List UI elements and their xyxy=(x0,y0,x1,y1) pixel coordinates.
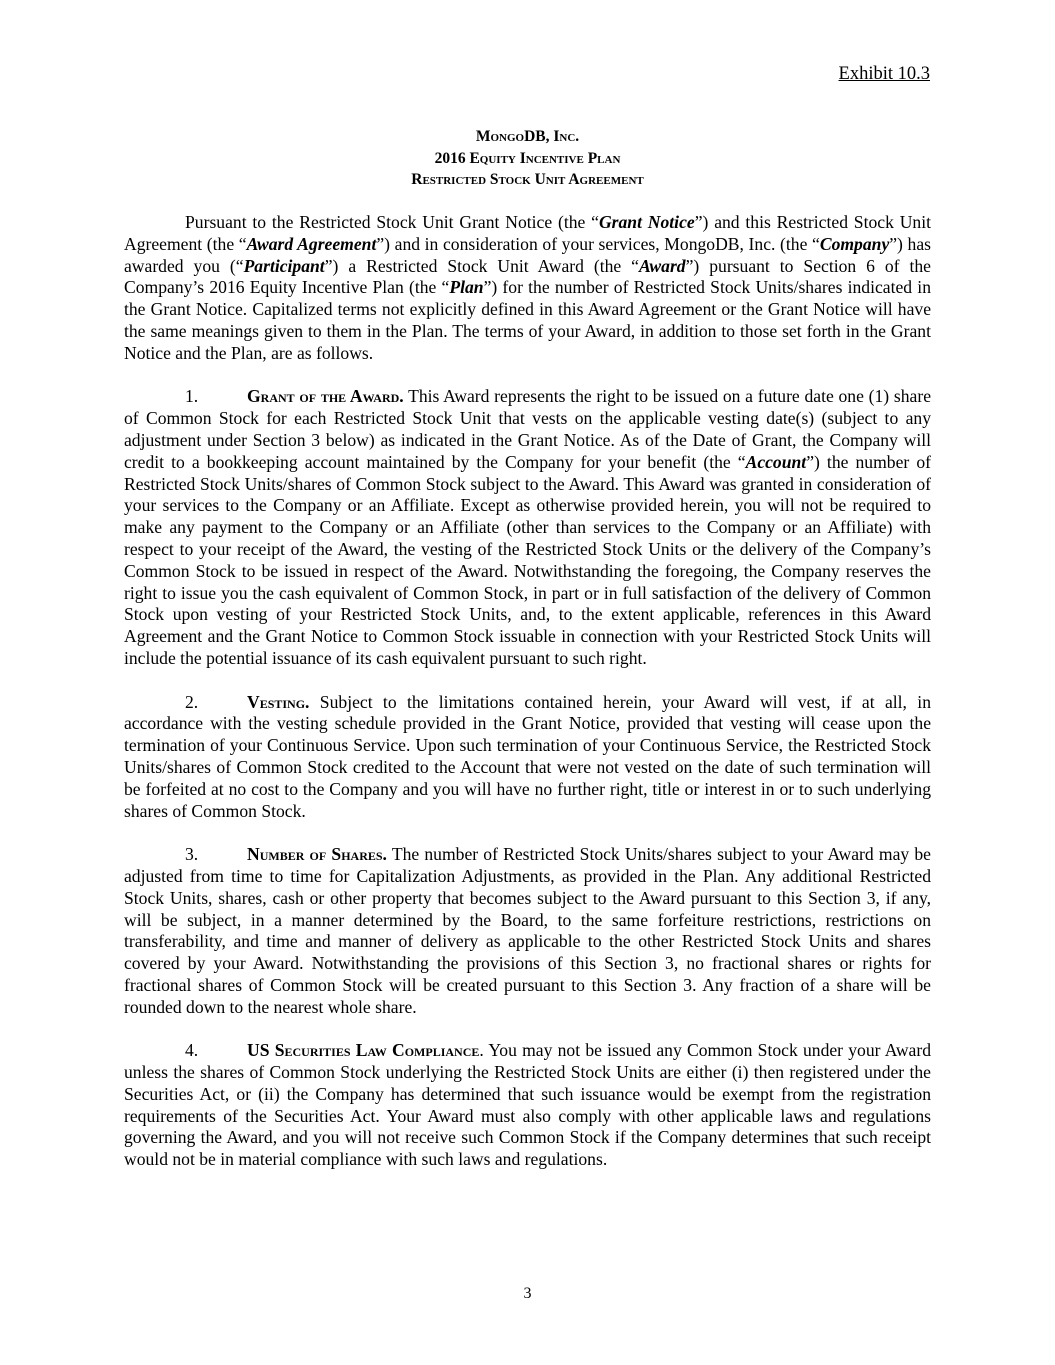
section-2 xyxy=(124,692,931,823)
title-agreement: Restricted Stock Unit Agreement xyxy=(411,171,644,188)
page-number: 3 xyxy=(523,1285,532,1302)
section-text: The number of Restricted Stock Units/shares subject to your Award may be adjusted from time to time for Capitalization Adjustments, as provided in the Plan. Any additional Restricted Stock Units, shares, cash or other property that becomes subject to the Award pursuant to this Section 3, if any, will be subject, in a manner determined by the Board, to the same forfeiture restrictions, restrictions on transferability, and time and manner of delivery as applicable to the other Restricted Stock Units and shares covered by your Award. Notwithstanding the provisions of this Section 3, no fractional shares or rights for fractional shares of Common Stock will be created pursuant to this Section 3. Any fraction of a share will be rounded down to the nearest whole share. xyxy=(124,844,931,1017)
intro-text: Pursuant to the Restricted Stock Unit Grant Notice (the “ xyxy=(185,212,599,232)
section-text: ”) the number of Restricted Stock Units/shares of Common Stock subject to the Award. This Award was granted in consideration of your services to the Company or an Affiliate. Except as otherwise provided herein, you will not be required to make any payment to the Company or an Affiliate (other than services to the Company or an Affiliate) with respect to your receipt of the Award, the vesting of the Restricted Stock Units or the delivery of the Company’s Common Stock to be issued in respect of the Award. Notwithstanding the foregoing, the Company reserves the right to issue you the cash equivalent of Common Stock, in part or in full satisfaction of the delivery of Common Stock upon vesting of your Restricted Stock Units, and, to the extent applicable, references in this Award Agreement and the Grant Notice to Common Stock issuable in connection with your Restricted Stock Units will include the potential issuance of its cash equivalent pursuant to such right. xyxy=(124,451,931,668)
section-text: This Award represents the right to be issued on a future date one (1) share of Common Stock for each Restricted Stock Unit that vests on the applicable vesting date(s) (subject to any adjustment under Section 3 below) as indicated in the Grant Notice. As of the Date of Grant, the Company will credit to a bookkeeping account maintained by the Company for your benefit (the “ xyxy=(124,386,931,472)
defined-term: Grant Notice xyxy=(598,212,695,232)
defined-term: Award Agreement xyxy=(246,233,377,254)
section-1 xyxy=(124,386,931,669)
document-title-block xyxy=(124,126,931,191)
section-number: 4. xyxy=(185,1040,199,1061)
section-heading: Number of Shares. xyxy=(247,844,387,865)
section-text: . You may not be issued any Common Stock under your Award unless the shares of Common Stock underlying the Restricted Stock Units are either (i) then registered under the Securities Act, or (ii) the Company has determined that such issuance would be exempt from the registration requirements of the Securities Act. Your Award must also comply with other applicable laws and regulations governing the Award, and you will not receive such Common Stock if the Company determines that such receipt would not be in material compliance with such laws and regulations. xyxy=(124,1040,932,1170)
section-4 xyxy=(124,1040,931,1171)
defined-term: Plan xyxy=(449,277,484,298)
section-number: 3. xyxy=(185,844,199,865)
section-heading: Grant of the Award. xyxy=(247,386,404,407)
title-company: MongoDB, Inc. xyxy=(475,128,580,145)
defined-term: Award xyxy=(639,255,686,276)
defined-term: Participant xyxy=(243,255,325,276)
intro-text: ”) for the number of Restricted Stock Units/shares indicated in the Grant Notice. Capitalized terms not explicitly defined in this Award Agreement or the Grant Notice will have the same meanings given to them in the Plan. The terms of your Award, in addition to those set forth in the Grant Notice and the Plan, are as follows. xyxy=(124,277,931,363)
intro-paragraph xyxy=(124,212,931,365)
intro-text: ”) and in consideration of your services, MongoDB, Inc. (the “ xyxy=(376,233,820,254)
section-heading: US Securities Law Compliance xyxy=(247,1040,480,1061)
exhibit-label: Exhibit 10.3 xyxy=(838,64,930,84)
title-plan: 2016 Equity Incentive Plan xyxy=(434,149,621,167)
defined-term: Company xyxy=(819,233,890,254)
document-body xyxy=(124,212,931,1193)
defined-term: Account xyxy=(745,451,807,472)
intro-text: ”) a Restricted Stock Unit Award (the “ xyxy=(324,255,639,276)
section-heading: Vesting. xyxy=(247,691,310,712)
section-3 xyxy=(124,844,931,1018)
intro-text: ”) has awarded you (“ xyxy=(124,233,931,276)
intro-text: ”) pursuant to Section 6 of the Company’s 2016 Equity Incentive Plan (the “ xyxy=(124,255,931,298)
section-number: 1. xyxy=(185,386,199,407)
intro-text: ”) and this Restricted Stock Unit Agreement (the “ xyxy=(124,212,931,254)
section-text: Subject to the limitations contained herein, your Award will vest, if at all, in accordance with the vesting schedule provided in the Grant Notice, provided that vesting will cease upon the termination of your Continuous Service. Upon such termination of your Continuous Service, the Restricted Stock Units/shares of Common Stock credited to the Account that were not vested on the date of such termination will be forfeited at no cost to the Company and you will have no further right, title or interest in or to such underlying shares of Common Stock. xyxy=(124,691,931,821)
section-number: 2. xyxy=(185,691,199,712)
